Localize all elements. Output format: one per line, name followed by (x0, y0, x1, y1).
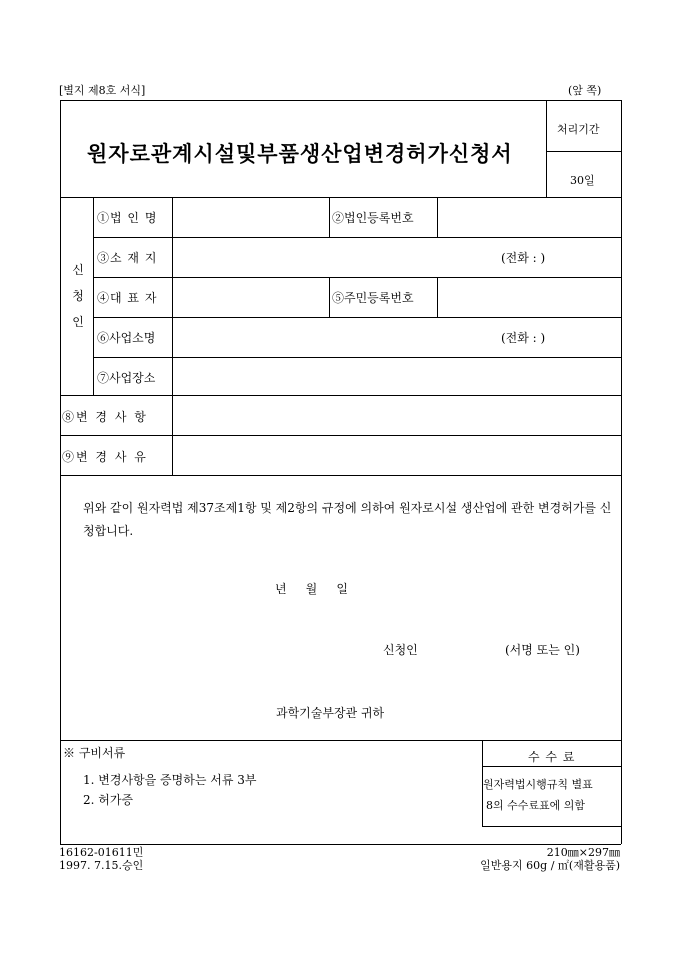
applicant-sign-label: 신청인 (383, 643, 418, 657)
fee-line-1: 원자력법시행규칙 별표 (483, 778, 593, 791)
declaration-date: 년 월 일 (275, 582, 348, 596)
change-reason-field[interactable] (173, 436, 620, 474)
resident-no-field[interactable] (438, 278, 620, 316)
office-field[interactable] (173, 318, 493, 356)
address-phone: (전화 : ) (501, 251, 546, 265)
footer-paper: 일반용지 60g / ㎡(재활용품) (480, 859, 620, 872)
footer-approval: 1997. 7.15.승인 (59, 859, 144, 872)
corp-reg-field[interactable] (438, 198, 620, 236)
office-phone: (전화 : ) (501, 331, 546, 345)
addressee: 과학기술부장관 귀하 (276, 706, 385, 720)
footer-size: 210㎜×297㎜ (546, 846, 620, 859)
corp-name-label: ①법 인 명 (97, 211, 158, 225)
document-item: 2. 허가증 (83, 793, 134, 807)
fee-label: 수 수 료 (528, 750, 576, 764)
resident-no-label: ⑤주민등록번호 (332, 291, 414, 305)
applicant-group-label: 신 청 인 (72, 263, 84, 329)
processing-label: 처리기간 (557, 123, 600, 136)
document-item: 1. 변경사항을 증명하는 서류 3부 (83, 773, 257, 787)
representative-label: ④대 표 자 (97, 291, 158, 305)
corp-name-field[interactable] (173, 198, 328, 236)
site-field[interactable] (173, 358, 620, 394)
change-reason-label: ⑨변 경 사 유 (62, 450, 148, 464)
corp-reg-label: ②법인등록번호 (332, 211, 414, 225)
change-items-field[interactable] (173, 396, 620, 434)
processing-value: 30일 (570, 174, 595, 187)
representative-field[interactable] (173, 278, 328, 316)
form-title: 원자로관계시설및부품생산업변경허가신청서 (87, 141, 513, 166)
fee-line-2: 8의 수수료표에 의함 (486, 799, 585, 812)
declaration-text: 위와 같이 원자력법 제37조제1항 및 제2항의 규정에 의하여 원자로시설 생산업에 관한 변경허가를 신청합니다. (83, 501, 612, 538)
site-label: ⑦사업장소 (97, 371, 156, 385)
page-side: (앞 쪽) (568, 84, 602, 97)
footer-code: 16162-01611민 (59, 846, 144, 859)
change-items-label: ⑧변 경 사 항 (62, 410, 148, 424)
signature-placeholder: (서명 또는 인) (505, 643, 580, 657)
address-field[interactable] (173, 238, 493, 276)
form-number: [별지 제8호 서식] (59, 84, 146, 97)
office-label: ⑥사업소명 (97, 331, 156, 345)
documents-title: ※ 구비서류 (63, 746, 126, 760)
address-label: ③소 재 지 (97, 251, 158, 265)
